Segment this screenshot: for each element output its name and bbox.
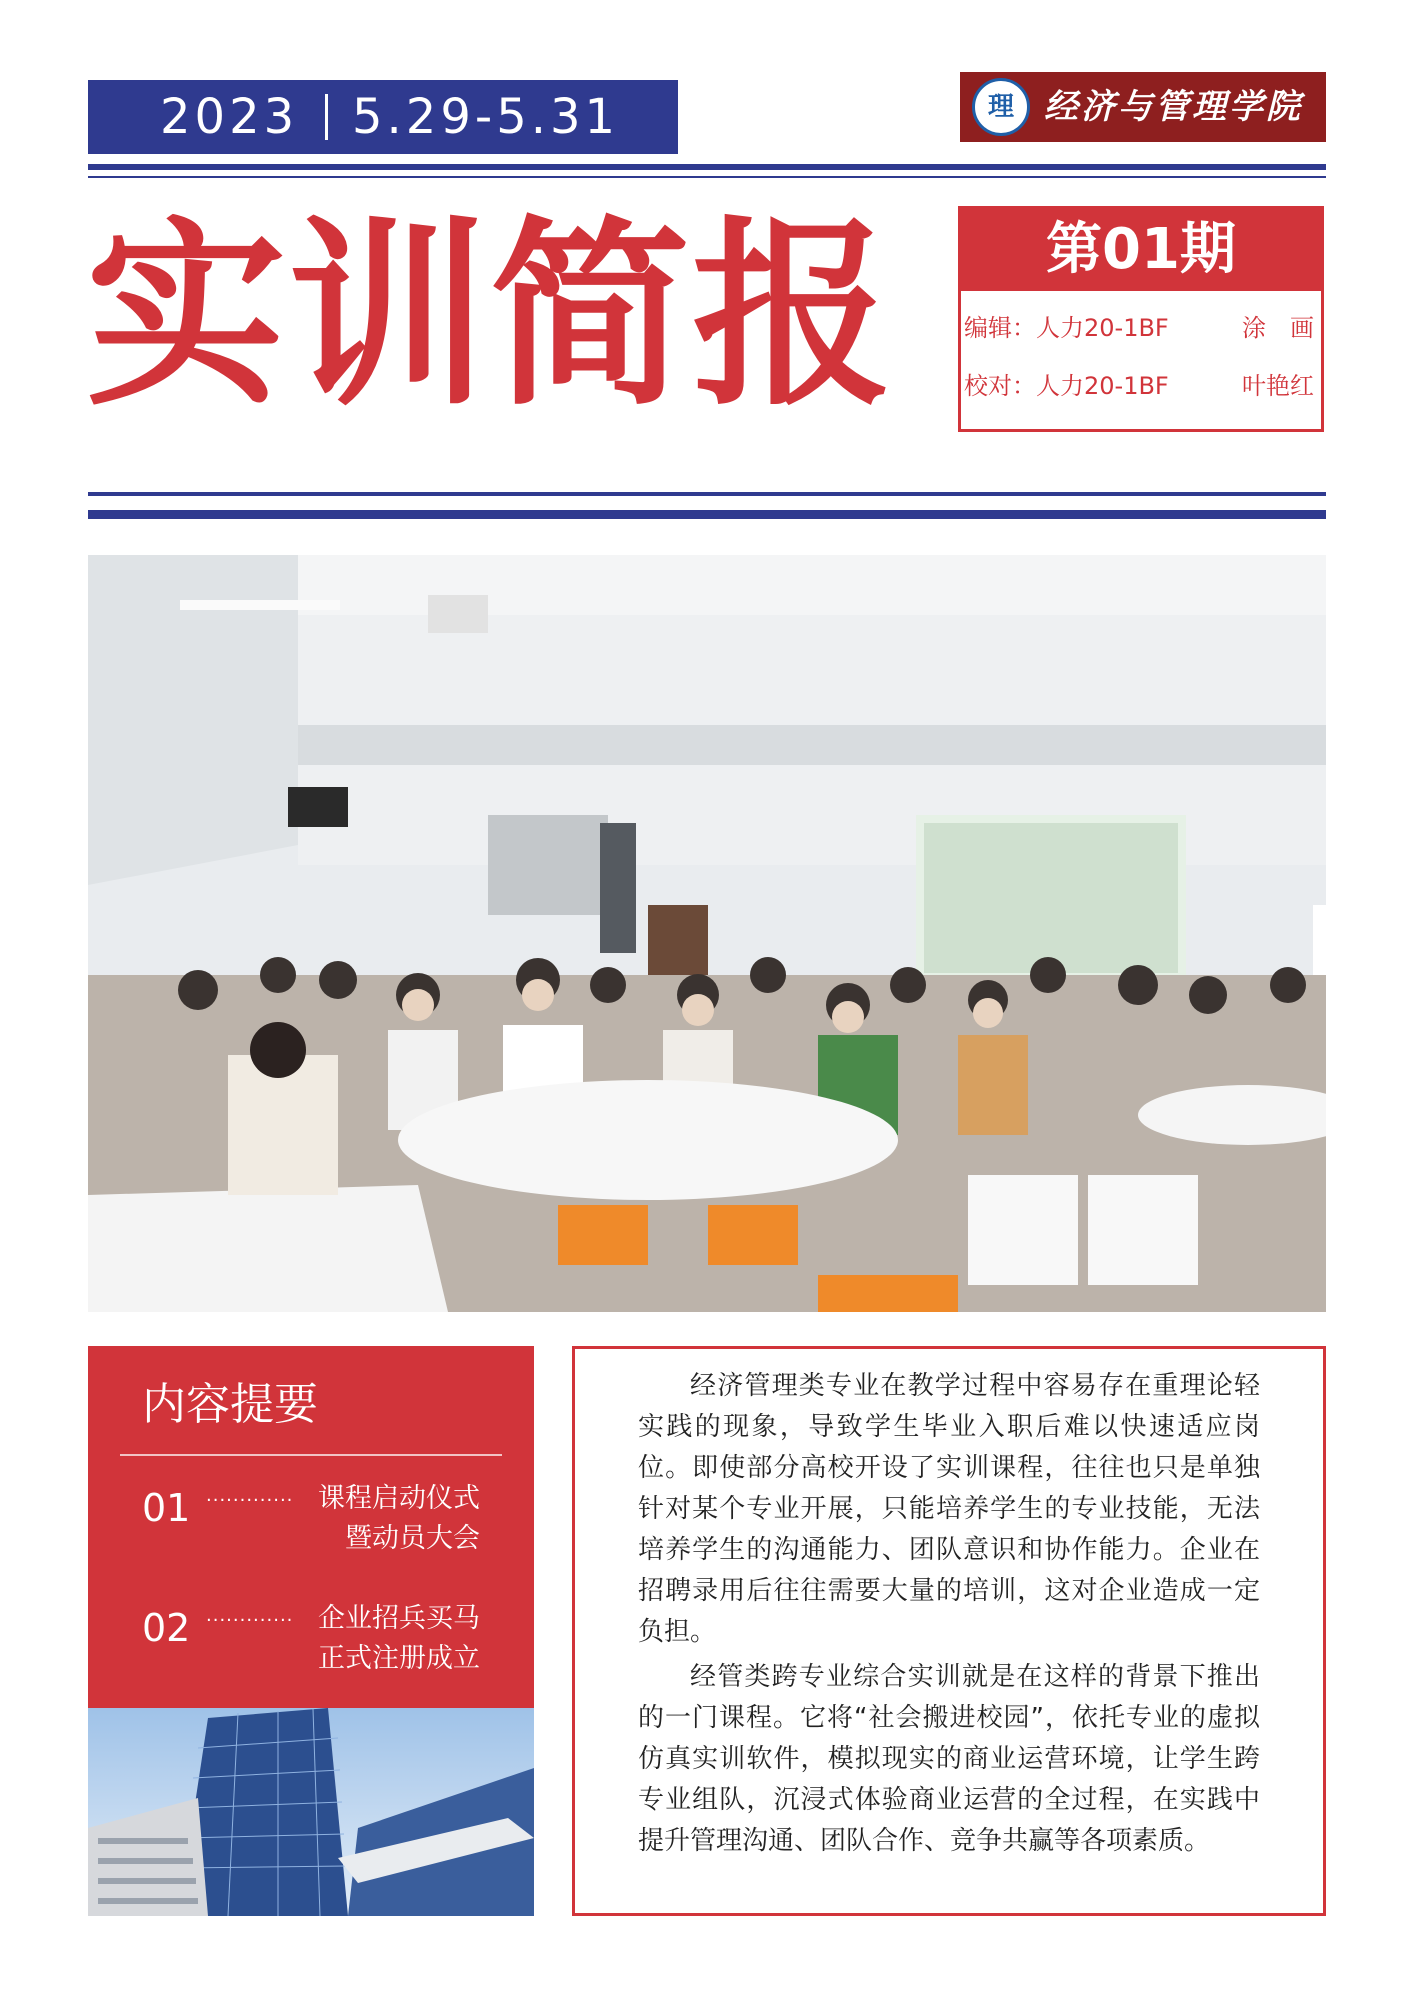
proofreader-role: 校对：人力20-1BF [964, 372, 1169, 400]
date-separator [325, 94, 328, 140]
newsletter-title: 实训简报 [86, 200, 895, 433]
summary-item-leader: ············· [206, 1490, 294, 1511]
college-emblem-icon [972, 78, 1030, 136]
college-name: 经济与管理学院 [1044, 87, 1303, 127]
article-paragraph: 经管类跨专业综合实训就是在这样的背景下推出的一门课程。它将“社会搬进校园”，依托专业的虚拟仿真实训软件，模拟现实的商业运营环境，让学生跨专业组队，沉浸式体验商业运营的全过程，在实践中提升管理沟通、团队合作、竞争共赢等各项素质。 [638, 1662, 1260, 1856]
section-rule-bottom [88, 510, 1326, 519]
article-paragraph: 经济管理类专业在教学过程中容易存在重理论轻实践的现象，导致学生毕业入职后难以快速适应岗位。即使部分高校开设了实训课程，往往也只是单独针对某个专业开展，只能培养学生的专业技能，无法培养学生的沟通能力、团队意识和协作能力。企业在招聘录用后往往需要大量的培训，这对企业造成一定负担。 [638, 1371, 1260, 1647]
header-rule-thick [88, 164, 1326, 170]
proofreader-credit [964, 364, 1320, 408]
summary-item-leader: ············· [206, 1610, 294, 1631]
proofreader-name: 叶艳红 [1242, 372, 1314, 400]
issue-number: 第01期 [1046, 217, 1236, 282]
editor-credit [964, 306, 1320, 350]
editor-name: 涂 画 [1242, 314, 1314, 342]
summary-heading: 内容提要 [142, 1379, 318, 1430]
summary-item-title-line1: 企业招兵买马 [318, 1603, 480, 1634]
editor-role: 编辑：人力20-1BF [964, 314, 1169, 342]
article-body [638, 1366, 1260, 1866]
emblem-mark: 理 [987, 92, 1014, 122]
header-rule-thin [88, 176, 1326, 178]
summary-item-title-line2: 正式注册成立 [318, 1643, 480, 1674]
summary-item-number: 01 [142, 1486, 191, 1530]
summary-divider [120, 1454, 502, 1456]
summary-item-number: 02 [142, 1606, 191, 1650]
classroom-photo [88, 555, 1326, 1312]
section-rule-top [88, 492, 1326, 496]
building-photo [88, 1708, 534, 1916]
year-label: 2023 [160, 89, 299, 145]
summary-item-title-line1: 课程启动仪式 [318, 1483, 480, 1514]
summary-item-title-line2: 暨动员大会 [345, 1523, 480, 1554]
date-range-label: 5.29-5.31 [352, 89, 620, 145]
